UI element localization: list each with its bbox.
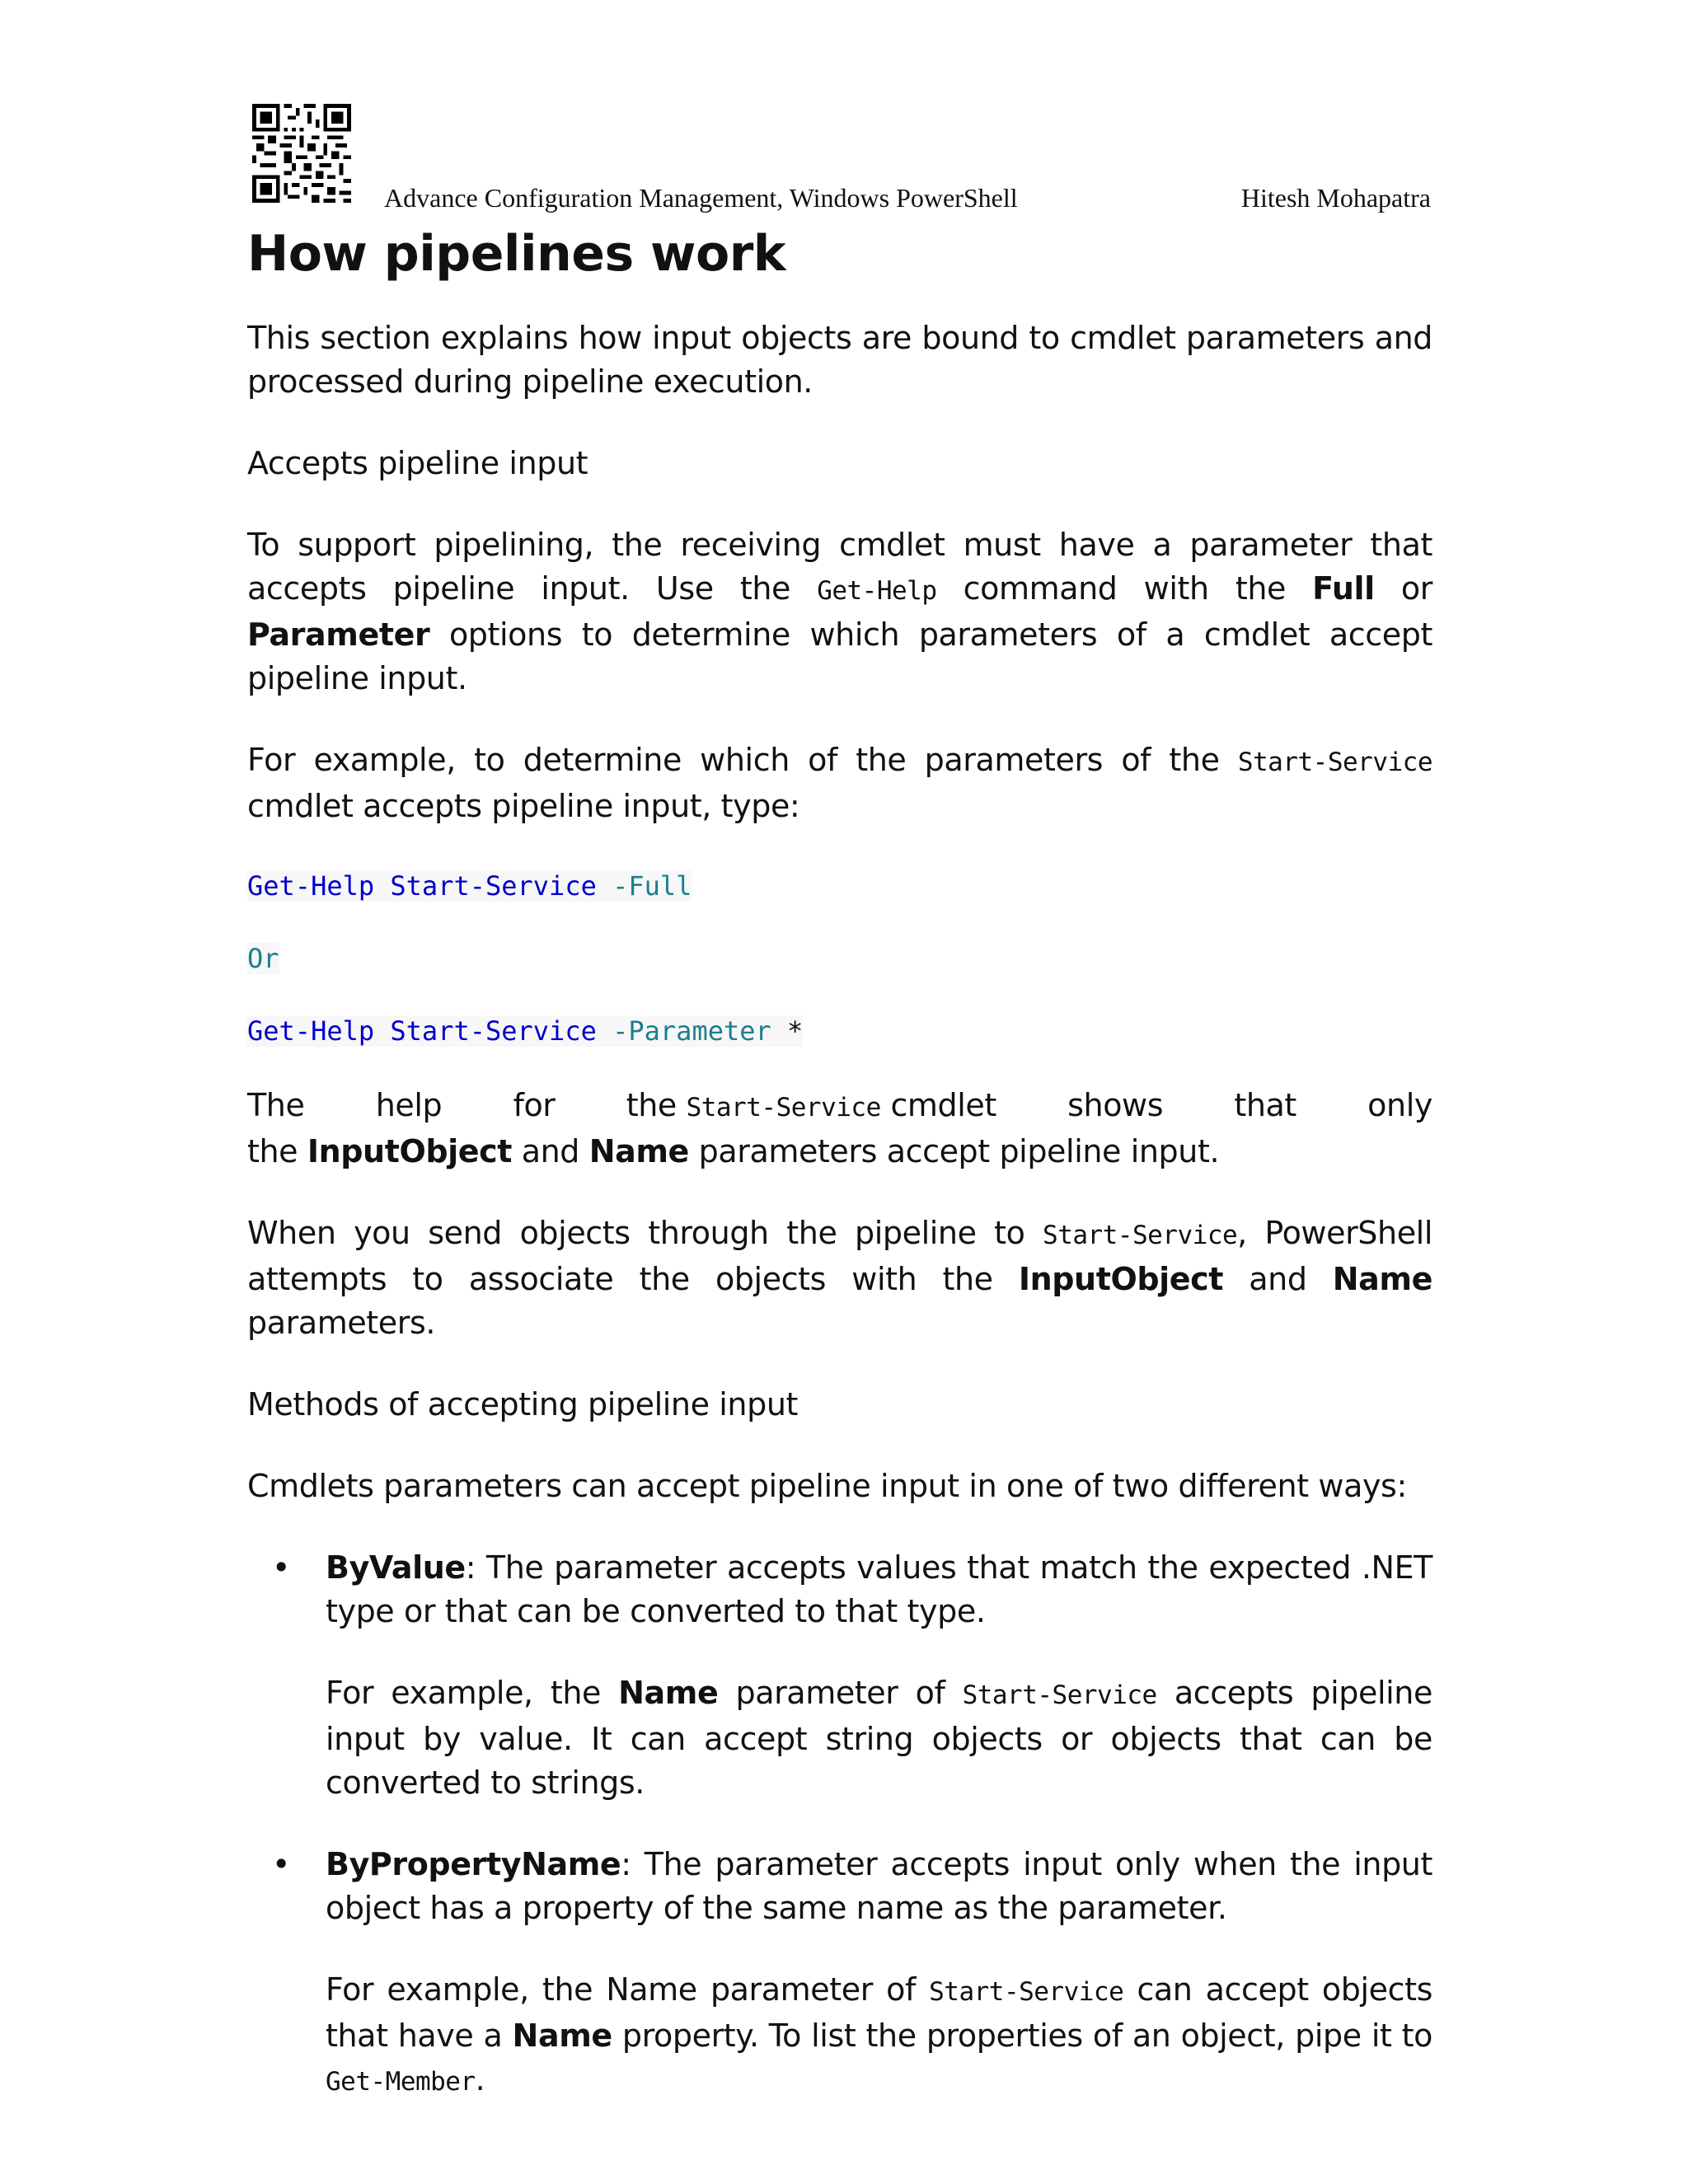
paragraph-support-pipelining: To support pipelining, the receiving cmdlet must have a parameter that accepts pipeline input. Use the Get-Help command with the Full or Parameter options to determine which parameters of a cmdlet accept pipeline input.: [247, 527, 1432, 696]
bullet-example: For example, the Name parameter of Start-Service accepts pipeline input by value. It can accept string objects or objects that can be converted to strings.: [326, 1675, 1432, 1801]
paragraph-help-shows: The help for the Start-Service cmdlet shows that only the InputObject and Name parameters accept pipeline input.: [247, 1087, 1432, 1169]
inline-code: Get-Help: [817, 576, 937, 606]
methods-list: [247, 1546, 1432, 2104]
section-heading-methods: Methods of accepting pipeline input: [247, 1386, 798, 1422]
paragraph-two-ways: Cmdlets parameters can accept pipeline input in one of two different ways:: [247, 1468, 1407, 1504]
paragraph-when-you-send: When you send objects through the pipeline to Start-Service, PowerShell attempts to associate the objects with the InputObject and Name parameters.: [247, 1215, 1432, 1341]
inline-code: Get-Member: [326, 2067, 476, 2097]
list-item: [247, 1843, 1432, 2104]
bullet-text: ByPropertyName: The parameter accepts input only when the input object has a property of the same name as the parameter.: [326, 1846, 1432, 1926]
header-author: Hitesh Mohapatra: [1240, 183, 1431, 213]
bullet-example: For example, the Name parameter of Start-Service can accept objects that have a Name property. To list the properties of an object, pipe it to Get-Member.: [326, 1971, 1432, 2097]
code-block-get-help-full: Get-Help Start-Service -Full: [247, 870, 692, 902]
paragraph-for-example: For example, to determine which of the parameters of the Start-Service cmdlet accepts pipeline input, type:: [247, 742, 1432, 824]
qr-code-icon: [252, 104, 351, 203]
inline-code: Start-Service: [962, 1680, 1157, 1710]
header-document-title: Advance Configuration Management, Windows PowerShell: [384, 183, 1018, 213]
code-or-text: Or: [247, 943, 279, 974]
page-title: How pipelines work: [247, 225, 786, 283]
inline-code: Start-Service: [686, 1093, 881, 1122]
code-block-get-help-parameter: Get-Help Start-Service -Parameter *: [247, 1015, 804, 1047]
bullet-text: ByValue: The parameter accepts values that match the expected .NET type or that can be converted to that type.: [326, 1549, 1432, 1629]
intro-paragraph: This section explains how input objects are bound to cmdlet parameters and processed during pipeline execution.: [247, 320, 1432, 400]
bullet-icon: •: [272, 1549, 291, 1586]
inline-code: Start-Service: [1237, 748, 1432, 777]
inline-code: Start-Service: [1043, 1221, 1238, 1250]
bullet-icon: •: [272, 1846, 291, 1882]
list-item: [247, 1546, 1432, 1805]
inline-code: Start-Service: [929, 1977, 1124, 2007]
document-body: [247, 221, 1432, 2142]
page-header: [384, 183, 1431, 213]
section-heading-accepts-pipeline-input: Accepts pipeline input: [247, 445, 588, 481]
